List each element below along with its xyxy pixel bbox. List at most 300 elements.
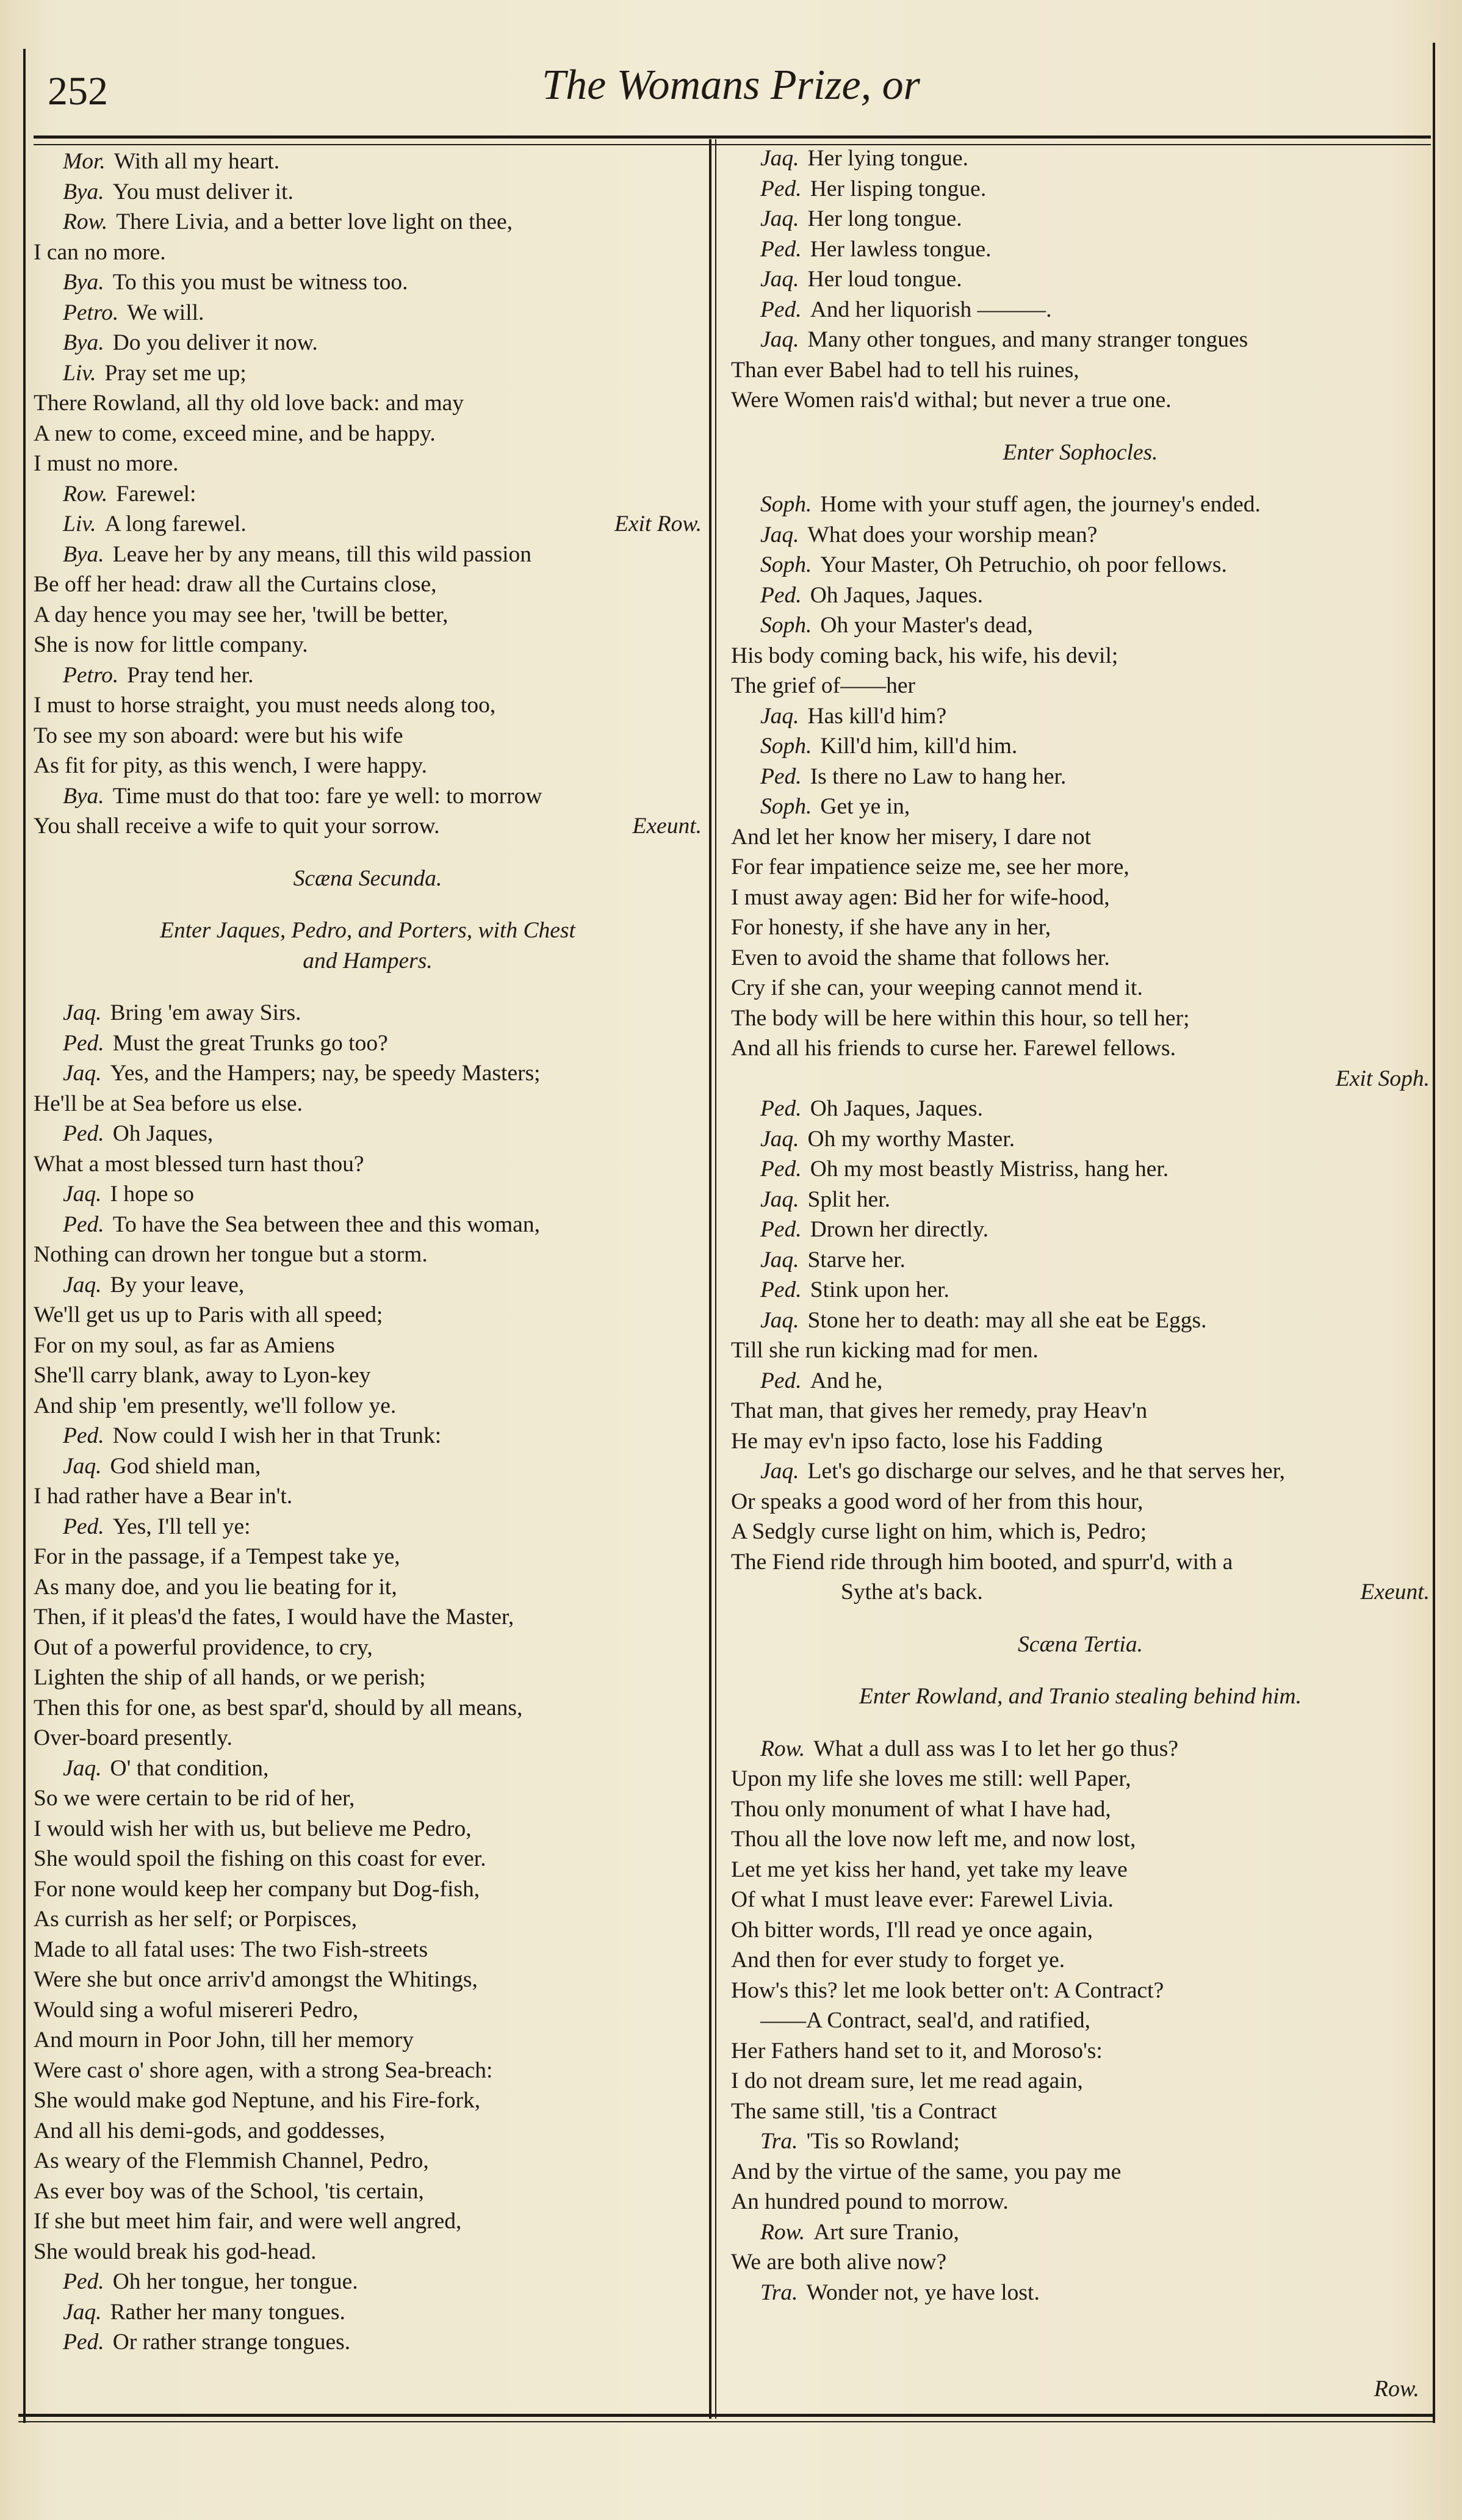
verse-line — [34, 721, 702, 751]
line-text: Than ever Babel had to tell his ruines, — [731, 357, 1079, 383]
verse-line — [34, 1572, 702, 1603]
verse-line — [34, 1330, 702, 1361]
line-text: Thou all the love now left me, and now lost, — [731, 1827, 1136, 1852]
line-text: Oh Jaques, Jaques. — [810, 1096, 983, 1121]
line-text: We'll get us up to Paris with all speed; — [34, 1302, 383, 1327]
verse-line — [731, 1215, 1430, 1245]
section-spacer — [34, 894, 702, 915]
line-body — [63, 361, 247, 386]
verse-line — [731, 1094, 1430, 1124]
line-body — [841, 1577, 983, 1608]
speaker-prefix: Ped. — [760, 1217, 802, 1242]
verse-line — [34, 1421, 702, 1451]
line-body — [63, 1454, 261, 1479]
verse-line — [34, 1089, 702, 1119]
speaker-prefix: Jaq. — [63, 1272, 102, 1298]
line-body — [63, 179, 293, 204]
line-body — [731, 2159, 1121, 2184]
line-text: He may ev'n ipso facto, lose his Fadding — [731, 1428, 1103, 1454]
line-body — [34, 1816, 472, 1841]
catchword: Row. — [1374, 2376, 1419, 2402]
line-body — [731, 2038, 1103, 2063]
verse-line — [34, 1693, 702, 1724]
verse-line — [731, 1915, 1430, 1946]
line-body — [731, 1918, 1093, 1943]
line-text: The Fiend ride through him booted, and spurr'd, with a — [731, 1549, 1233, 1575]
verse-line — [731, 1003, 1430, 1034]
column-divider-thin — [715, 139, 716, 2419]
speaker-prefix: Jaq. — [63, 1061, 102, 1086]
speaker-prefix: Jaq. — [760, 1307, 799, 1333]
line-text: Split her. — [807, 1186, 890, 1212]
verse-line — [34, 1633, 702, 1663]
line-text: Home with your stuff agen, the journey's ended. — [820, 492, 1261, 517]
line-text: As currish as her self; or Porpisces, — [34, 1907, 358, 1932]
speaker-prefix: Jaq. — [63, 2299, 102, 2325]
verse-line — [34, 1904, 702, 1935]
line-body — [34, 1695, 522, 1720]
line-text: Or speaks a good word of her from this hour, — [731, 1489, 1143, 1514]
speaker-prefix: Jaq. — [63, 1182, 102, 1207]
verse-line — [731, 1945, 1430, 1976]
line-text: Or rather strange tongues. — [112, 2330, 351, 2355]
verse-line — [731, 1456, 1430, 1487]
line-text: To see my son aboard: were but his wife — [34, 723, 403, 748]
line-body — [34, 1575, 397, 1600]
line-body — [760, 2008, 1090, 2033]
verse-line — [34, 1844, 702, 1874]
line-body — [63, 149, 279, 174]
line-body — [34, 2058, 492, 2083]
line-body — [760, 794, 910, 819]
speaker-prefix: Ped. — [760, 582, 802, 608]
line-body — [731, 358, 1079, 383]
line-text: Her lying tongue. — [807, 146, 969, 171]
line-text: A new to come, exceed mine, and be happy. — [34, 421, 436, 446]
line-text: The body will be here within this hour, so tell her; — [731, 1005, 1190, 1031]
line-text: A day hence you may see her, 'twill be better, — [34, 602, 448, 627]
verse-line — [34, 1481, 702, 1512]
line-body — [34, 1152, 364, 1177]
verse-line — [731, 580, 1430, 611]
line-body — [63, 1423, 441, 1448]
line-body — [34, 1091, 303, 1116]
speaker-prefix: Petro. — [63, 300, 119, 325]
speaker-prefix: Jaq. — [760, 522, 799, 547]
verse-line — [34, 298, 702, 328]
line-text: I hope so — [110, 1182, 195, 1207]
right-border-rule — [1433, 43, 1435, 2423]
line-body — [63, 2330, 350, 2355]
line-text: Bring 'em away Sirs. — [110, 1000, 301, 1025]
verse-line — [34, 569, 702, 600]
speaker-prefix: Ped. — [63, 2269, 104, 2294]
verse-line — [34, 237, 702, 268]
verse-line — [34, 177, 702, 208]
exit-direction: Exeunt. — [1360, 1580, 1430, 1605]
verse-line — [731, 1396, 1430, 1426]
line-text: And by the virtue of the same, you pay me — [731, 2159, 1122, 2184]
verse-line — [34, 267, 702, 298]
line-body — [63, 2269, 358, 2294]
line-text: As ever boy was of the School, 'tis certain, — [34, 2178, 424, 2204]
speaker-prefix: Tra. — [760, 2280, 798, 2305]
verse-line — [731, 2126, 1430, 2157]
line-body — [63, 1000, 301, 1025]
stage-direction: Enter Sophocles. — [1003, 439, 1158, 465]
line-body — [731, 673, 915, 698]
verse-line — [731, 325, 1430, 355]
line-text: O' that condition, — [110, 1755, 269, 1781]
header-rule — [34, 135, 1431, 139]
line-body — [63, 1514, 251, 1539]
section-spacer — [731, 1608, 1430, 1630]
line-text: Oh bitter words, I'll read ye once again, — [731, 1917, 1093, 1943]
line-text: Leave her by any means, till this wild passion — [112, 541, 532, 567]
line-body — [34, 2209, 461, 2234]
line-text: Even to avoid the shame that follows her. — [731, 945, 1110, 970]
line-text: As fit for pity, as this wench, I were happy. — [34, 753, 427, 778]
line-body — [731, 825, 1091, 850]
verse-line — [731, 1305, 1430, 1336]
line-text: I must no more. — [34, 451, 179, 476]
speaker-prefix: Jaq. — [63, 1453, 102, 1479]
verse-line — [731, 1335, 1430, 1366]
line-text: Nothing can drown her tongue but a storm. — [34, 1242, 428, 1267]
line-text: What a most blessed turn hast thou? — [34, 1151, 364, 1177]
line-text: By your leave, — [110, 1272, 245, 1298]
speaker-prefix: Jaq. — [760, 267, 799, 292]
verse-line — [34, 1210, 702, 1240]
line-text: Has kill'd him? — [807, 703, 947, 729]
line-body — [34, 1998, 358, 2023]
line-body — [731, 1857, 1128, 1882]
verse-line — [731, 852, 1430, 883]
line-body — [34, 1242, 428, 1267]
line-text: Yes, I'll tell ye: — [112, 1514, 251, 1539]
line-body — [760, 327, 1248, 352]
line-body — [760, 2220, 959, 2245]
verse-line — [731, 1033, 1430, 1064]
verse-line — [731, 792, 1430, 822]
line-text: Were she but once arriv'd amongst the Whitings, — [34, 1967, 478, 1992]
verse-line — [34, 1935, 702, 1965]
line-text: She would spoil the fishing on this coast for ever. — [34, 1846, 486, 1871]
line-body — [34, 632, 308, 657]
line-text: For fear impatience seize me, see her more, — [731, 854, 1129, 879]
verse-line — [731, 1764, 1430, 1794]
line-body — [731, 1978, 1164, 2003]
line-body — [34, 753, 427, 778]
line-text: For honesty, if she have any in her, — [731, 915, 1051, 940]
line-body — [34, 1333, 335, 1358]
verse-line — [731, 610, 1430, 641]
column-divider — [709, 139, 711, 2419]
verse-line — [34, 1783, 702, 1814]
line-body — [34, 1665, 426, 1690]
line-body — [760, 552, 1227, 577]
line-text: Sythe at's back. — [841, 1580, 983, 1605]
line-text: Over-board presently. — [34, 1725, 232, 1750]
speaker-prefix: Bya. — [63, 179, 104, 204]
verse-line — [731, 943, 1430, 973]
verse-line — [731, 489, 1430, 520]
line-text: A long farewel. — [104, 511, 247, 536]
line-body — [731, 1006, 1189, 1031]
line-text: Oh my most beastly Mistriss, hang her. — [810, 1157, 1169, 1182]
speaker-prefix: Jaq. — [63, 1755, 102, 1781]
speaker-prefix: Soph. — [760, 613, 812, 638]
verse-line — [731, 973, 1430, 1003]
verse-line — [731, 2096, 1430, 2127]
line-text: Would sing a woful misereri Pedro, — [34, 1997, 359, 2023]
verse-line — [34, 449, 702, 479]
line-text: You must deliver it. — [112, 179, 293, 204]
line-body — [731, 1827, 1136, 1852]
line-text: Then, if it pleas'd the fates, I would have the Master, — [34, 1605, 514, 1630]
line-body — [63, 1031, 388, 1056]
verse-line — [34, 388, 702, 419]
line-text: Stink upon her. — [810, 1277, 949, 1302]
speaker-prefix: Soph. — [760, 492, 812, 517]
line-text: Time must do that too: fare ye well: to morrow — [112, 783, 542, 809]
speaker-prefix: Bya. — [63, 330, 104, 355]
line-body — [34, 1877, 480, 1902]
footer-rule-thin — [18, 2421, 1434, 2422]
line-body — [63, 300, 204, 325]
line-text: And all his demi-gods, and goddesses, — [34, 2118, 385, 2143]
line-text: Her lawless tongue. — [810, 236, 992, 262]
line-body — [34, 1937, 428, 1962]
verse-line — [34, 2085, 702, 2116]
line-body — [760, 1247, 906, 1273]
line-text: Were Women rais'd withal; but never a true one. — [731, 388, 1172, 413]
verse-line — [34, 1874, 702, 1905]
line-body — [760, 1308, 1207, 1333]
speaker-prefix: Jaq. — [760, 146, 799, 171]
line-text: She'll carry blank, away to Lyon-key — [34, 1363, 371, 1388]
verse-line — [34, 2116, 702, 2146]
section-spacer — [731, 468, 1430, 489]
line-body — [34, 811, 440, 842]
verse-line — [34, 1723, 702, 1753]
verse-line — [731, 264, 1430, 295]
line-text: Do you deliver it now. — [112, 330, 318, 355]
line-body — [731, 2250, 946, 2275]
verse-line — [34, 328, 702, 358]
line-body — [731, 2099, 997, 2124]
section-spacer — [34, 842, 702, 864]
line-body — [34, 693, 495, 718]
line-text: He'll be at Sea before us else. — [34, 1091, 303, 1116]
speaker-prefix: Liv. — [63, 360, 96, 386]
verse-line — [731, 1124, 1430, 1155]
speaker-prefix: Ped. — [760, 297, 802, 322]
verse-line — [34, 1300, 702, 1330]
line-text: There Livia, and a better love light on thee, — [116, 209, 513, 234]
line-text: Her long tongue. — [807, 206, 962, 231]
line-body — [63, 270, 408, 295]
left-border-rule — [23, 49, 26, 2423]
line-text: Oh Jaques, — [112, 1121, 214, 1146]
verse-line — [731, 822, 1430, 853]
verse-line — [34, 2327, 702, 2358]
line-body — [731, 1338, 1039, 1363]
line-text: We will. — [127, 300, 204, 325]
verse-line — [731, 701, 1430, 732]
verse-line — [731, 641, 1430, 671]
line-text: 'Tis so Rowland; — [806, 2129, 960, 2154]
line-body — [760, 1187, 890, 1212]
line-body — [731, 643, 1118, 668]
section-spacer — [731, 1659, 1430, 1681]
line-text: For in the passage, if a Tempest take ye, — [34, 1544, 400, 1569]
speaker-prefix: Soph. — [760, 734, 812, 759]
line-text: Pray set me up; — [104, 360, 247, 386]
speaker-prefix: Jaq. — [760, 1186, 799, 1212]
verse-line — [731, 2247, 1430, 2278]
verse-line — [731, 174, 1430, 204]
line-text: What a dull ass was I to let her go thus? — [813, 1736, 1179, 1761]
line-text: ——A Contract, seal'd, and ratified, — [760, 2008, 1090, 2033]
line-body — [34, 451, 178, 476]
line-body — [34, 2179, 424, 2204]
line-body — [63, 330, 318, 355]
verse-line — [34, 600, 702, 630]
line-body — [731, 1887, 1114, 1912]
speaker-prefix: Ped. — [760, 1096, 802, 1121]
verse-line — [731, 1275, 1430, 1305]
line-body — [731, 1519, 1147, 1544]
line-text: Made to all fatal uses: The two Fish-streets — [34, 1937, 428, 1962]
speaker-prefix: Row. — [63, 209, 108, 234]
speaker-prefix: Row. — [63, 481, 108, 507]
line-text: And all his friends to curse her. Farewel fellows. — [731, 1036, 1176, 1061]
speaker-prefix: Ped. — [760, 236, 802, 262]
line-text: Now could I wish her in that Trunk: — [112, 1423, 442, 1448]
speaker-prefix: Ped. — [760, 1277, 802, 1302]
speaker-prefix: Liv. — [63, 511, 96, 536]
speaker-prefix: Ped. — [760, 176, 802, 201]
line-body — [731, 1398, 1147, 1423]
line-body — [760, 1736, 1178, 1761]
page-number: 252 — [48, 69, 108, 114]
verse-line — [34, 2297, 702, 2328]
verse-line — [34, 1149, 702, 1180]
line-body — [731, 854, 1129, 879]
speaker-prefix: Row. — [760, 2219, 805, 2245]
verse-line — [731, 1185, 1430, 1215]
line-body — [760, 1277, 949, 1302]
line-body — [760, 237, 991, 262]
line-text: I do not dream sure, let me read again, — [731, 2068, 1083, 2093]
verse-line — [34, 2267, 702, 2297]
speaker-prefix: Jaq. — [760, 703, 799, 729]
verse-line — [34, 630, 702, 660]
line-body — [731, 885, 1110, 910]
line-text: Were cast o' shore agen, with a strong Sea-breach: — [34, 2057, 493, 2083]
verse-line — [731, 1487, 1430, 1517]
line-text: We are both alive now? — [731, 2250, 947, 2275]
verse-line — [34, 2056, 702, 2086]
verse-line — [34, 1602, 702, 1633]
line-body — [34, 1635, 373, 1660]
line-text: Farewel: — [116, 481, 196, 507]
line-text: For on my soul, as far as Amiens — [34, 1332, 335, 1358]
stage-direction: Scæna Tertia. — [1018, 1631, 1143, 1657]
stage-direction: Scæna Secunda. — [293, 865, 442, 891]
line-text: What does your worship mean? — [807, 522, 1098, 547]
line-body — [760, 704, 946, 729]
verse-line — [731, 2217, 1430, 2248]
line-body — [34, 2027, 414, 2052]
line-text: And then for ever study to forget ye. — [731, 1948, 1065, 1973]
line-body — [760, 2280, 1040, 2305]
speaker-prefix: Ped. — [760, 764, 802, 789]
line-text: Many other tongues, and many stranger tongues — [807, 327, 1248, 352]
line-text: That man, that gives her remedy, pray Heav'n — [731, 1398, 1148, 1423]
line-body — [34, 1725, 232, 1750]
line-text: Starve her. — [807, 1247, 906, 1273]
verse-line — [34, 1512, 702, 1542]
line-body — [731, 2068, 1083, 2093]
line-text: There Rowland, all thy old love back: and may — [34, 391, 464, 416]
section-spacer — [731, 416, 1430, 438]
verse-line — [34, 1240, 702, 1270]
line-body — [760, 492, 1261, 517]
line-text: God shield man, — [110, 1453, 261, 1479]
verse-line — [731, 295, 1430, 325]
verse-line — [731, 1824, 1430, 1855]
line-text: Art sure Tranio, — [813, 2219, 959, 2245]
line-text: She would break his god-head. — [34, 2239, 317, 2264]
line-body — [63, 1212, 540, 1237]
verse-line — [731, 1547, 1430, 1578]
line-text: Then this for one, as best spar'd, should by all means, — [34, 1695, 523, 1720]
line-body — [34, 421, 436, 446]
verse-line — [34, 1028, 702, 1059]
verse-line — [731, 520, 1430, 551]
line-text: A Sedgly curse light on him, which is, Pedro; — [731, 1519, 1147, 1544]
line-text: Cry if she can, your weeping cannot mend it. — [731, 975, 1143, 1000]
line-body — [731, 1429, 1103, 1454]
line-body — [760, 176, 986, 201]
stage-direction: and Hampers. — [303, 948, 433, 973]
verse-line — [731, 762, 1430, 792]
speaker-prefix: Ped. — [760, 1368, 802, 1393]
line-body — [760, 1217, 988, 1242]
line-body — [63, 482, 196, 507]
line-body — [63, 509, 247, 540]
line-body — [63, 1182, 194, 1207]
line-text: Lighten the ship of all hands, or we perish; — [34, 1665, 426, 1690]
line-body — [760, 1157, 1169, 1182]
line-text: His body coming back, his wife, his devil; — [731, 643, 1118, 668]
speaker-prefix: Jaq. — [760, 1459, 799, 1484]
line-text: As weary of the Flemmish Channel, Pedro, — [34, 2148, 429, 2173]
verse-line — [34, 146, 702, 177]
line-body — [34, 1393, 396, 1418]
verse-line — [731, 143, 1430, 174]
left-column — [34, 146, 702, 2358]
line-body — [731, 915, 1051, 940]
verse-line — [731, 1577, 1430, 1608]
verse-line — [34, 540, 702, 570]
verse-line — [731, 2036, 1430, 2067]
verse-line — [731, 1855, 1430, 1885]
line-text: Drown her directly. — [810, 1217, 988, 1242]
stage-direction: Enter Rowland, and Tranio stealing behind him. — [859, 1684, 1302, 1709]
